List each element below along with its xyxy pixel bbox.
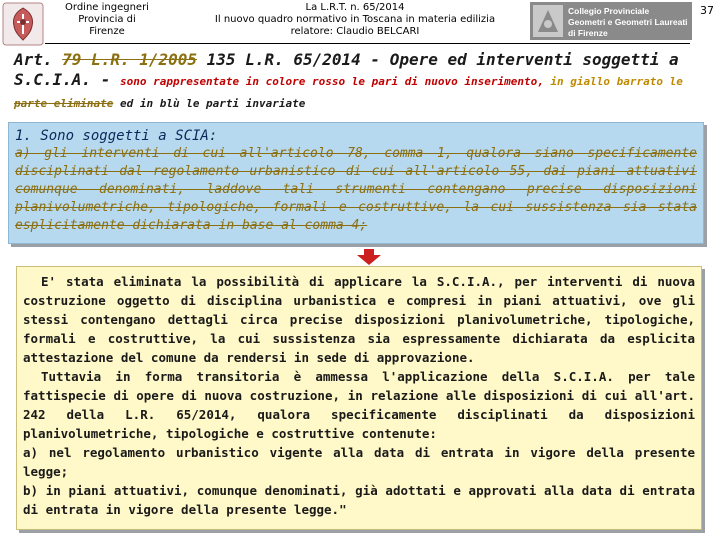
- presentation-header: [205, 2, 505, 38]
- logo-line-3: di Firenze: [568, 28, 608, 38]
- legend-struck-sample: parte eliminate: [14, 97, 114, 110]
- commentary-item-a: a) nel regolamento urbanistico vigente alla data di entrata in vigore della presente legge;: [23, 445, 695, 479]
- title-main: 135 L.R. 65/2014 - Opere ed interventi soggetti a S.C.I.A. -: [14, 50, 679, 89]
- original-text-box: [8, 122, 704, 244]
- collegio-geometri-logo: [530, 2, 692, 40]
- header-divider: [45, 43, 690, 44]
- down-arrow-icon: [357, 249, 381, 265]
- deleted-clause: a) gli interventi di cui all'articolo 78, comma 1, qualora siano specificamente disciplinati dal regolamento urbanistico di cui all'articolo 55, dai piani attuativi comunque denominati, laddove tali strumenti contengano precise disposizioni planivolumetriche, tipologiche, formali e costruttive, la cui sussistenza sia stata esplicitamente dichiarata in base al comma 4;: [15, 146, 697, 233]
- legend-red-note: sono rappresentate in colore rosso le pari di nuovo inserimento,: [119, 75, 544, 88]
- commentary-paragraph-2: Tuttavia in forma transitoria è ammessa l'applicazione della S.C.I.A. per tale fattispecie di opere di nuova costruzione, in relazione alle disposizioni di cui all'art. 242 della L.R. 65/2014, qualora specificamente disciplinati da disposizioni planivolumetriche, tipologiche e costruttive contenute:: [23, 369, 695, 441]
- header-speaker: relatore: Claudio BELCARI: [290, 26, 420, 37]
- logo-line-1: Collegio Provinciale: [568, 6, 650, 16]
- title-struck-reference: 79 L.R. 1/2005: [62, 50, 198, 69]
- commentary-paragraph-1: E' stata eliminata la possibilità di applicare la S.C.I.A., per interventi di nuova costruzione oggetto di disciplina urbanistica e compresi in piani attuativi, ove gli stessi contengano dettagli circa precise disposizioni planivolumetriche, tipologiche, formali e costruttive, la cui sussistenza sia espressamente dichiarata da esplicita attestazione del comune da rendersi in sede di approvazione.: [23, 274, 695, 365]
- org-line-1: Ordine ingegneri: [65, 2, 149, 13]
- header-subtitle: Il nuovo quadro normativo in Toscana in materia edilizia: [214, 14, 496, 25]
- slide-title: [14, 50, 714, 114]
- org-line-3: Firenze: [89, 26, 125, 37]
- title-prefix: Art.: [14, 50, 63, 69]
- logo-line-2: Geometri e Geometri Laureati: [568, 17, 688, 27]
- legend-tail: ed in blù le parti invariate: [113, 97, 306, 110]
- article-lead: 1. Sono soggetti a SCIA:: [15, 128, 218, 144]
- organization-block: [52, 2, 162, 38]
- legend-yellow-label: in giallo barrato le: [543, 75, 683, 88]
- commentary-box: [16, 266, 702, 530]
- page-number: 37: [700, 4, 714, 17]
- header-law-title: La L.R.T. n. 65/2014: [305, 2, 405, 13]
- ordine-ingegneri-logo: [2, 2, 44, 46]
- commentary-item-b: b) in piani attuativi, comunque denominati, già adottati e approvati alla data di entrata di entrata in vigore della presente legge.": [23, 483, 695, 517]
- org-line-2: Provincia di: [78, 14, 136, 25]
